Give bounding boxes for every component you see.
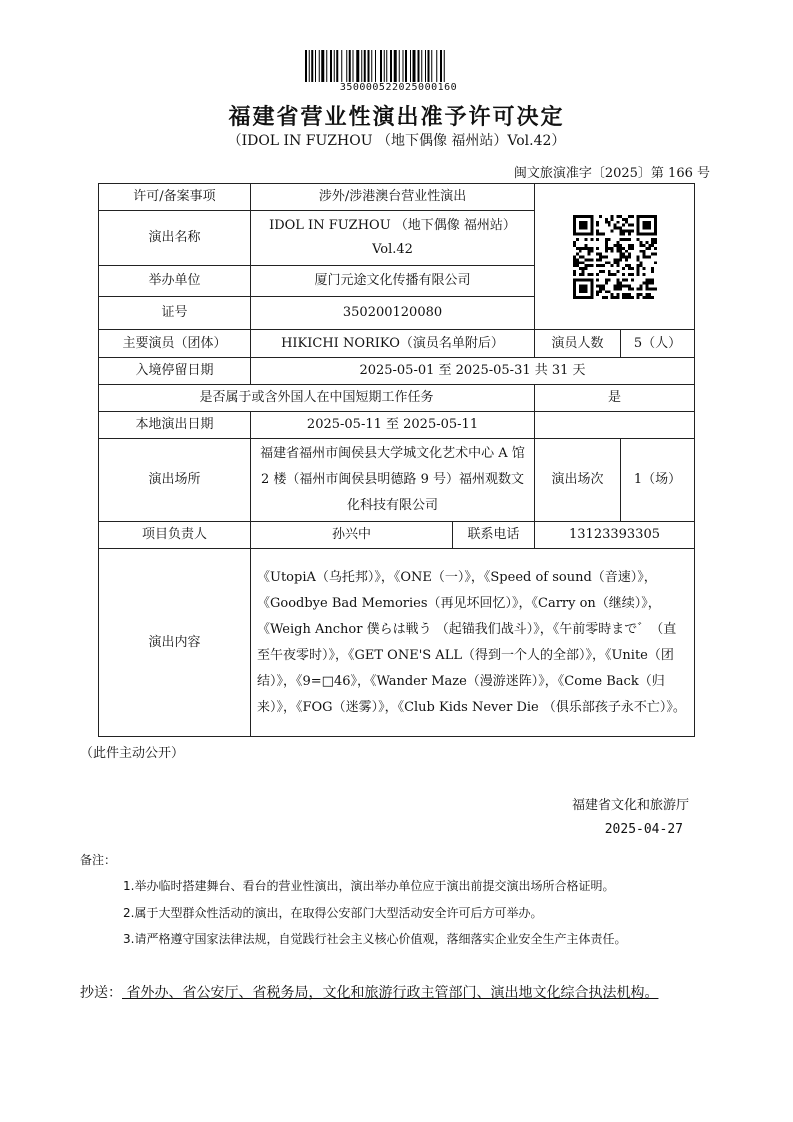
- content-value: 《UtopiA（乌托邦）》，《ONE（一）》，《Speed of sound（音速）》，《Goodbye Bad Memories（再见坏回忆）》，《Carry on（继续）》，《Weigh Anchor 僕らは戦う （起锚我们战斗）》，《午前零時まで゛（直至午夜零时）》，《GET ONE'S ALL（得到一个人的全部）》，《Unite（团结）》，《9=□46》，《Wander Maze（漫游迷阵）》，《Come Back（归来）》，《FOG（迷雾）》，《Club Kids Never Die （俱乐部孩子永不亡）》。: [251, 549, 695, 737]
- show-name-label: 演出名称: [99, 211, 251, 266]
- show-name-line1: IDOL IN FUZHOU （地下偶像 福州站）: [269, 218, 516, 233]
- sessions-label: 演出场次: [535, 439, 621, 522]
- phone-label: 联系电话: [453, 522, 535, 549]
- venue-label: 演出场所: [99, 439, 251, 522]
- short-term-work-label: 是否属于或含外国人在中国短期工作任务: [99, 385, 535, 412]
- cc-body: 省外办、省公安厅、省税务局，文化和旅游行政主管部门、演出地文化综合执法机构。: [122, 985, 659, 1001]
- performer-count-label: 演员人数: [535, 330, 621, 358]
- public-note: （此件主动公开）: [80, 746, 185, 761]
- phone-value: 13123393305: [535, 522, 695, 549]
- venue-value: 福建省福州市闽侯县大学城文化艺术中心 A 馆 2 楼（福州市闽侯县明德路 9 号）福州观数文化科技有限公司: [251, 439, 535, 522]
- local-dates-empty: [535, 412, 695, 439]
- organizer-value: 厦门元途文化传播有限公司: [251, 266, 535, 297]
- responsible-label: 项目负责人: [99, 522, 251, 549]
- barcode-number: 350000522025000160: [339, 82, 458, 93]
- permit-type-label: 许可/备案事项: [99, 184, 251, 211]
- main-performer-label: 主要演员（团体）: [99, 330, 251, 358]
- issue-date: 2025-04-27: [604, 822, 683, 837]
- issuer: 福建省文化和旅游厅: [571, 798, 689, 813]
- document-title: 福建省营业性演出准予许可决定: [228, 105, 565, 130]
- main-performer-value: HIKICHI NORIKO（演员名单附后）: [251, 330, 535, 358]
- qr-code-icon: [573, 215, 657, 299]
- show-name-line2: Vol.42: [372, 242, 413, 257]
- permit-type-value: 涉外/涉港澳台营业性演出: [251, 184, 535, 211]
- permit-table: [98, 183, 695, 737]
- document-number: 闽文旅演准字〔2025〕第 166 号: [513, 166, 710, 181]
- sessions-value: 1（场）: [621, 439, 695, 522]
- remark-item: 1.举办临时搭建舞台、看台的营业性演出，演出举办单位应于演出前提交演出场所合格证明。: [123, 879, 615, 893]
- performer-count-value: 5（人）: [621, 330, 695, 358]
- license-no-value: 350200120080: [251, 297, 535, 330]
- cc-block: [80, 980, 712, 1006]
- show-name-value: [251, 211, 535, 266]
- remarks-label: 备注：: [80, 853, 117, 867]
- entry-stay-value: 2025-05-01 至 2025-05-31 共 31 天: [251, 358, 695, 385]
- entry-stay-label: 入境停留日期: [99, 358, 251, 385]
- barcode-icon: [305, 50, 492, 82]
- organizer-label: 举办单位: [99, 266, 251, 297]
- cc-label: 抄送：: [80, 985, 122, 1001]
- qr-code-cell: [535, 184, 695, 330]
- document-subtitle: （IDOL IN FUZHOU （地下偶像 福州站）Vol.42）: [227, 133, 566, 149]
- local-dates-label: 本地演出日期: [99, 412, 251, 439]
- content-label: 演出内容: [99, 549, 251, 737]
- remark-item: 3.请严格遵守国家法律法规，自觉践行社会主义核心价值观，落细落实企业安全生产主体责任。: [123, 932, 627, 946]
- responsible-value: 孙兴中: [251, 522, 453, 549]
- local-dates-value: 2025-05-11 至 2025-05-11: [251, 412, 535, 439]
- short-term-work-value: 是: [535, 385, 695, 412]
- license-no-label: 证号: [99, 297, 251, 330]
- remark-item: 2.属于大型群众性活动的演出，在取得公安部门大型活动安全许可后方可举办。: [123, 906, 543, 920]
